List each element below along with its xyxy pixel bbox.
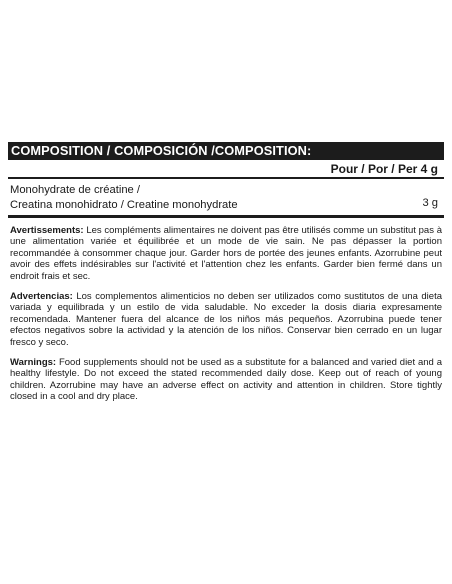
- warning-text-en: Food supplements should not be used as a substitute for a balanced and varied diet and a healthy lifestyle. Do not exceed the stated recommended daily dose. Keep out of reach of young children. Azorrubine may have an adverse effect on activity and attention in children. Store tightly closed in a cool and dry place.: [10, 357, 442, 403]
- composition-header: COMPOSITION / COMPOSICIÓN /COMPOSITION:: [8, 142, 444, 160]
- warning-title-en: Warnings:: [10, 357, 57, 369]
- warnings-section: [8, 218, 444, 403]
- ingredient-row: [8, 179, 444, 218]
- serving-size-label: Pour / Por / Per 4 g: [330, 162, 438, 176]
- warning-paragraph-en: [10, 357, 442, 403]
- warning-text-fr: Les compléments alimentaires ne doivent pas être utilisés comme un substitut pas à une alimentation variée et équilibrée et un mode de vie sain. Ne pas dépasser la portion recommandée à consommer chaque jour. Garder hors de portée des jeunes enfants. Azorrubine peut avoir des effets indésirables sur l'activité et l'attention chez les enfants. Garder bien fermé dans un endroit frais et sec.: [10, 225, 442, 282]
- ingredient-name-es-en: Creatina monohidrato / Creatine monohydrate: [10, 198, 238, 211]
- composition-label: [8, 142, 444, 412]
- warning-text-es: Los complementos alimenticios no deben ser utilizados como sustitutos de una dieta variada y equilibrada y un estilo de vida saludable. No exceder la dosis diaria expresamente recomendada. Mantener fuera del alcance de los niños más pequeños. Azorrubina puede tener efectos negativos sobre la actividad y la atención de los niños. Conservar bien cerrado en un lugar fresco y seco.: [10, 291, 442, 348]
- warning-title-es: Advertencias:: [10, 291, 73, 303]
- ingredient-amount: 3 g: [422, 197, 438, 209]
- warning-paragraph-es: [10, 291, 442, 348]
- warning-title-fr: Avertissements:: [10, 225, 84, 236]
- warning-paragraph-fr: [10, 225, 442, 282]
- serving-size-row: [8, 160, 444, 179]
- ingredient-name-fr: Monohydrate de créatine /: [10, 184, 140, 196]
